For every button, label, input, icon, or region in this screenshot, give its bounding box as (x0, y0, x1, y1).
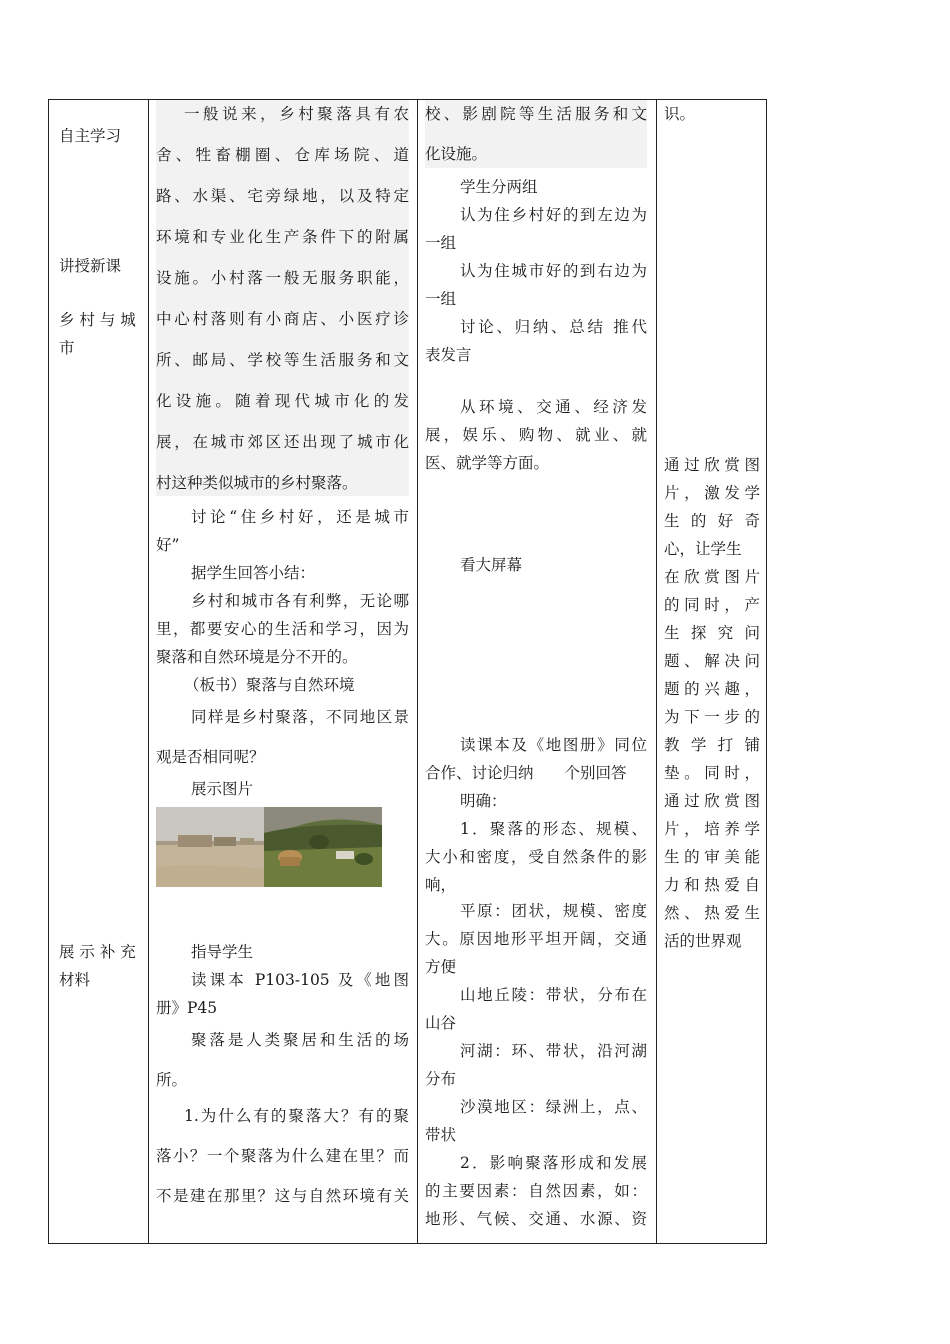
hill-settlement: 山地丘陵：带状，分布在 (460, 986, 647, 1004)
paragraph-line: 村这种类似城市的乡村聚落。 (156, 474, 358, 492)
show-pictures: 展示图片 (191, 780, 254, 798)
intent-line: 片，培养学 (664, 820, 760, 838)
summary-line: 乡村和城市各有利弊，无论哪 (191, 592, 409, 610)
summary-heading: 据学生回答小结： (191, 564, 316, 582)
intent-line: 的同时，产 (664, 596, 760, 614)
intent-line: 识。 (664, 105, 696, 123)
discussion-prompt-cont: 好” (156, 536, 180, 554)
plain-settlement: 方便 (425, 958, 457, 976)
paragraph-line: 一般说来，乡村聚落具有农 (184, 105, 409, 123)
discussion-task: 表发言 (425, 346, 472, 364)
question-one-line: 1.为什么有的聚落大？有的聚 (184, 1107, 409, 1125)
question-line: 同样是乡村聚落，不同地区景 (191, 708, 409, 726)
reading-assignment-cont: 册》P45 (156, 999, 218, 1017)
intent-line: 力和热爱自 (664, 876, 760, 894)
group-instruction: 一组 (425, 290, 457, 308)
passage-cont-line: 校、影剧院等生活服务和文 (425, 105, 647, 123)
reading-assignment: 读课本 P103-105 及《地图 (191, 971, 409, 989)
desert-settlement-photo (156, 807, 264, 887)
label-new-lesson: 讲授新课 (59, 257, 122, 275)
group-instruction: 认为住乡村好的到左边为 (460, 206, 647, 224)
plain-settlement: 平原：团状，规模、密度 (460, 902, 647, 920)
intent-line: 心，让学生 (664, 540, 742, 558)
discussion-prompt: 讨论“住乡村好，还是城市 (191, 508, 409, 526)
watch-screen: 看大屏幕 (460, 556, 523, 574)
group-instruction: 学生分两组 (460, 178, 538, 196)
intent-line: 题的兴趣， (664, 680, 760, 698)
conclusion-line: 响， (425, 876, 457, 894)
label-village-city-cont: 市 (59, 339, 75, 357)
factors-line: 2．影响聚落形成和发展 (460, 1154, 647, 1172)
discussion-task: 讨论、归纳、总结 推代 (460, 318, 647, 336)
answer-aspects: 医、就学等方面。 (425, 454, 550, 472)
plain-settlement: 大。原因地形平坦开阔，交通 (425, 930, 647, 948)
question-line: 观是否相同呢？ (156, 748, 265, 766)
label-self-study: 自主学习 (59, 127, 122, 145)
answer-aspects: 展，娱乐、购物、就业、就 (425, 426, 647, 444)
paragraph-line: 舍、牲畜棚圈、仓库场院、道 (156, 146, 409, 164)
definition-line: 聚落是人类聚居和生活的场 (191, 1031, 409, 1049)
intent-line: 然、热爱生 (664, 904, 760, 922)
reading-task: 读课本及《地图册》同位 (460, 736, 647, 754)
hill-settlement: 山谷 (425, 1014, 457, 1032)
paragraph-line: 路、水渠、宅旁绿地，以及特定 (156, 187, 409, 205)
factors-line: 的主要因素：自然因素，如： (425, 1182, 647, 1200)
board-note: （板书）聚落与自然环境 (184, 676, 355, 694)
intent-line: 教 学 打 铺 (664, 736, 760, 754)
column-divider (656, 100, 657, 1243)
intent-line: 片，激发学 (664, 484, 760, 502)
column-divider (417, 100, 418, 1243)
intent-line: 通过欣赏图 (664, 792, 760, 810)
summary-line: 聚落和自然环境是分不开的。 (156, 648, 358, 666)
reading-task: 合作、讨论归纳 个别回答 (425, 764, 627, 782)
answer-aspects: 从环境、交通、经济发 (460, 398, 647, 416)
design-intent-column (658, 100, 766, 1243)
intent-line: 生的审美能 (664, 848, 760, 866)
conclusion-line: 1．聚落的形态、规模、 (460, 820, 647, 838)
paragraph-line: 环境和专业化生产条件下的附属 (156, 228, 409, 246)
intent-line: 垫。同时， (664, 764, 760, 782)
desert-settlement: 带状 (425, 1126, 457, 1144)
summary-line: 里，都要安心的生活和学习，因为 (156, 620, 409, 638)
river-settlement: 分布 (425, 1070, 457, 1088)
label-supplement-cont: 材料 (59, 971, 91, 989)
group-instruction: 一组 (425, 234, 457, 252)
question-one-line: 落小？一个聚落为什么建在里？而 (156, 1147, 409, 1165)
label-village-city: 乡 村 与 城 (59, 311, 136, 329)
intent-line: 通过欣赏图 (664, 456, 760, 474)
section-label-column (49, 100, 148, 1243)
column-divider (148, 100, 149, 1243)
paragraph-line: 化设施。随着现代城市化的发 (156, 392, 409, 410)
desert-settlement: 沙漠地区：绿洲上，点、 (460, 1098, 647, 1116)
intent-line: 为下一步的 (664, 708, 760, 726)
definition-line: 所。 (156, 1071, 188, 1089)
hill-village-photo (264, 807, 382, 887)
passage-cont-line: 化设施。 (425, 145, 488, 163)
clarify-heading: 明确： (460, 792, 507, 810)
teacher-activity-column (150, 100, 416, 1243)
paragraph-line: 所、邮局、学校等生活服务和文 (156, 351, 409, 369)
paragraph-line: 中心村落则有小商店、小医疗诊 (156, 310, 409, 328)
group-instruction: 认为住城市好的到右边为 (460, 262, 647, 280)
intent-line: 活的世界观 (664, 932, 742, 950)
conclusion-line: 大小和密度，受自然条件的影 (425, 848, 647, 866)
student-activity-column (419, 100, 655, 1243)
intent-line: 生 的 好 奇 (664, 512, 760, 530)
factors-line: 地形、气候、交通、水源、资 (425, 1210, 647, 1228)
paragraph-line: 展，在城市郊区还出现了城市化 (156, 433, 409, 451)
guide-students: 指导学生 (191, 943, 254, 961)
question-one-line: 不是建在那里？这与自然环境有关 (156, 1187, 409, 1205)
intent-line: 生 探 究 问 (664, 624, 760, 642)
intent-line: 题、解决问 (664, 652, 760, 670)
paragraph-line: 设施。小村落一般无服务职能， (156, 269, 409, 287)
label-supplement: 展 示 补 充 (59, 943, 136, 961)
intent-line: 在欣赏图片 (664, 568, 760, 586)
river-settlement: 河湖：环、带状，沿河湖 (460, 1042, 647, 1060)
lesson-plan-table (48, 99, 767, 1244)
